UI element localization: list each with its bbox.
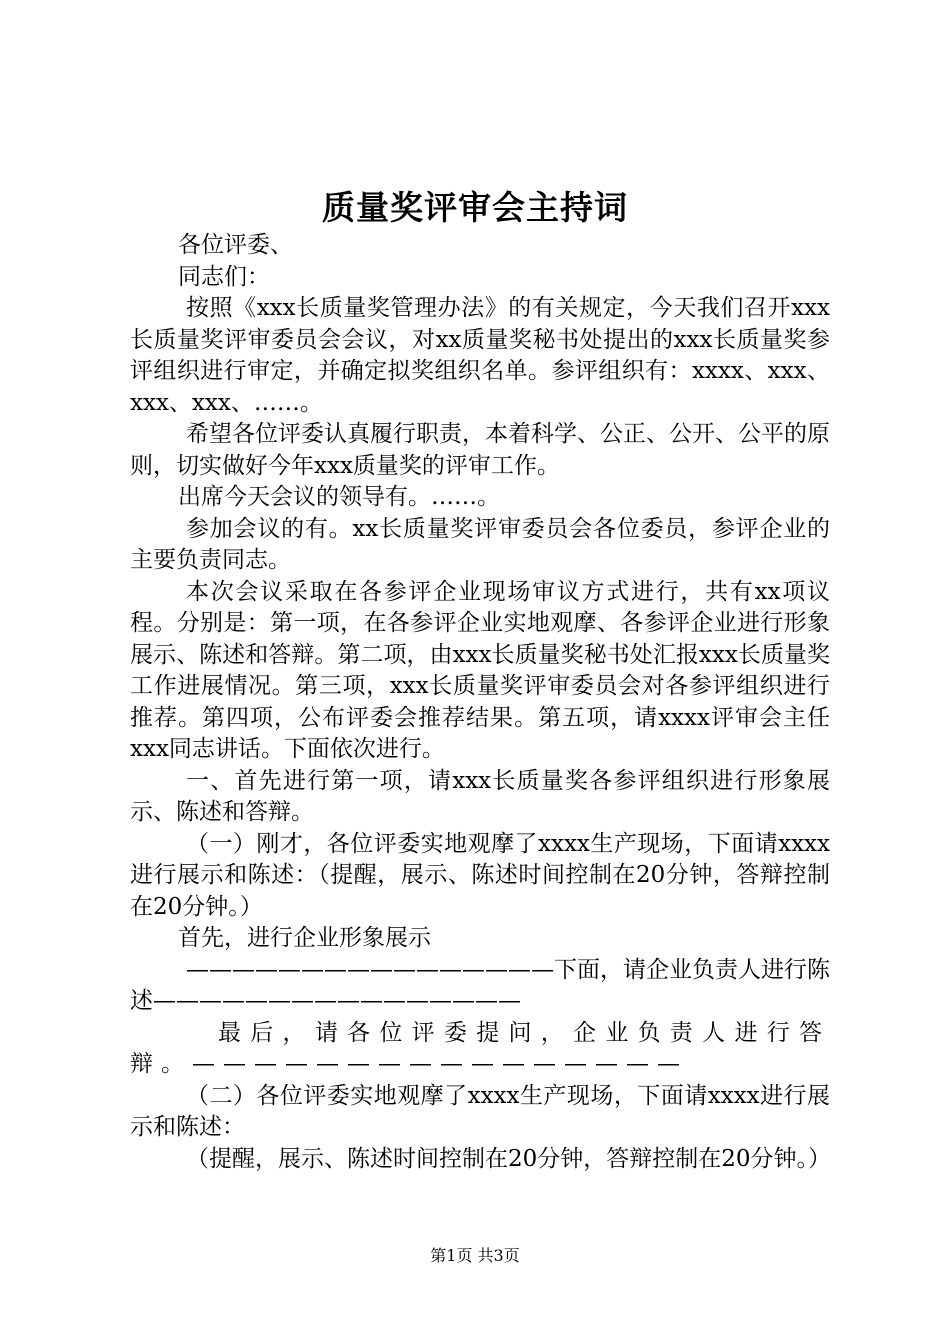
salutation-comrades: 同志们： [178, 263, 270, 290]
paragraph-attendees: 参加会议的有。xx长质量奖评审委员会各位委员，参评企业的主要负责同志。 [130, 515, 830, 573]
paragraph-part-one: （一）刚才，各位评委实地观摩了xxxx生产现场，下面请xxxx进行展示和陈述：（提醒，展示、陈述时间控制在20分钟，答辩控制在20分钟。） [130, 830, 830, 920]
paragraph-questions: 最后，请各位评委提问，企业负责人进行答辩。———————————————— [130, 1019, 830, 1077]
paragraph-presentation: ————————————————下面，请企业负责人进行陈述———————————————— [130, 956, 830, 1014]
page-number-footer: 第1页 共3页 [430, 1246, 520, 1265]
document-body [130, 230, 830, 1175]
paragraph-leaders: 出席今天会议的领导有。……。 [178, 484, 500, 510]
paragraph-intro: 按照《xxx长质量奖管理办法》的有关规定，今天我们召开xxx长质量奖评审委员会会议，对xx质量奖秘书处提出的xxx长质量奖参评组织进行审定，并确定拟奖组织名单。参评组织有：xxxx、xxx、xxx、xxx、……。 [130, 295, 830, 416]
paragraph-part-two: （二）各位评委实地观摩了xxxx生产现场，下面请xxxx进行展示和陈述： [130, 1082, 830, 1140]
paragraph-showcase: 首先，进行企业形象展示 [178, 925, 431, 951]
paragraph-item-one: 一、首先进行第一项，请xxx长质量奖各参评组织进行形象展示、陈述和答辩。 [130, 767, 830, 825]
paragraph-reminder: （提醒，展示、陈述时间控制在20分钟，答辩控制在20分钟。） [186, 1145, 832, 1172]
document-title: 质量奖评审会主持词 [322, 188, 628, 227]
salutation-judges: 各位评委、 [178, 232, 293, 258]
paragraph-agenda: 本次会议采取在各参评企业现场审议方式进行，共有xx项议程。分别是：第一项，在各参评企业实地观摩、各参评企业进行形象展示、陈述和答辩。第二项，由xxx长质量奖秘书处汇报xxx长质量奖工作进展情况。第三项，xxx长质量奖评审委员会对各参评组织进行推荐。第四项，公布评委会推荐结果。第五项，请xxxx评审会主任xxx同志讲话。下面依次进行。 [130, 578, 830, 762]
paragraph-hope: 希望各位评委认真履行职责，本着科学、公正、公开、公平的原则，切实做好今年xxx质量奖的评审工作。 [130, 421, 830, 479]
